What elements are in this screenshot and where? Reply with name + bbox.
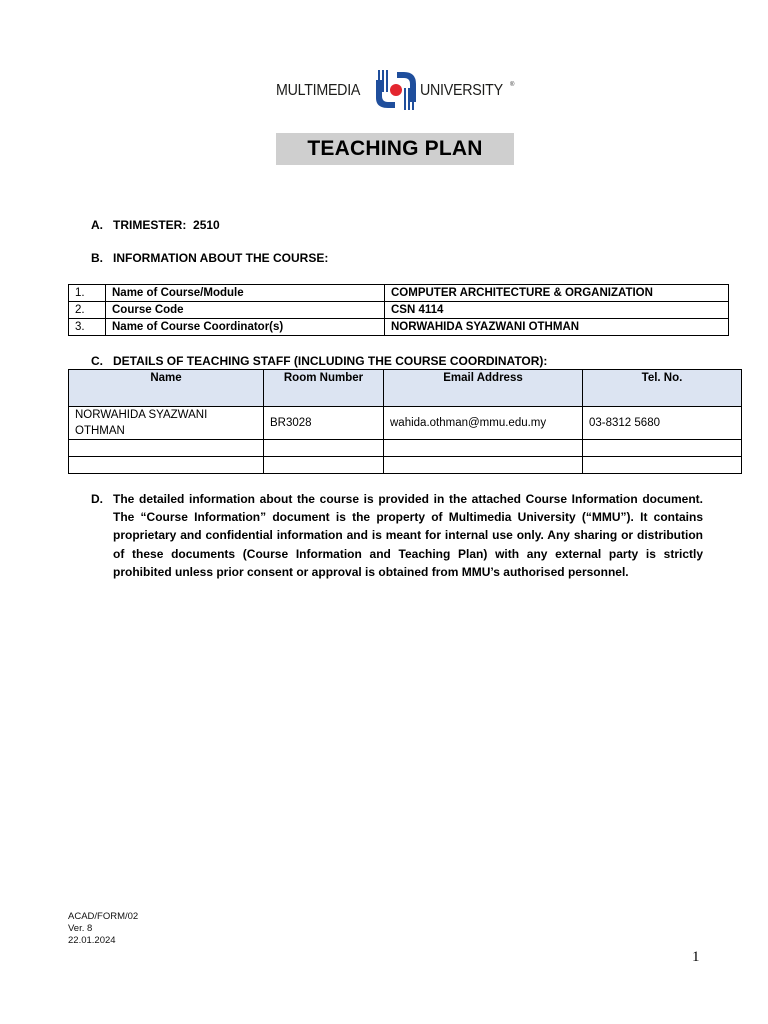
staff-tel: [583, 457, 742, 474]
page-title-box: [276, 133, 514, 165]
section-c-letter: C.: [91, 354, 103, 368]
staff-room: [264, 457, 384, 474]
form-version: Ver. 8: [68, 923, 93, 934]
table-row: [69, 407, 742, 440]
page-title: TEACHING PLAN: [307, 137, 483, 160]
table-row: [69, 440, 742, 457]
form-date: 22.01.2024: [68, 935, 116, 946]
staff-room: BR3028: [264, 407, 384, 440]
row-value: COMPUTER ARCHITECTURE & ORGANIZATION: [385, 285, 729, 302]
logo-left-word: MULTIMEDIA: [276, 82, 361, 99]
staff-email: wahida.othman@mmu.edu.my: [384, 407, 583, 440]
row-label: Course Code: [106, 302, 385, 319]
table-header-row: [69, 370, 742, 407]
header-name: Name: [69, 370, 264, 407]
staff-tel: [583, 440, 742, 457]
confidentiality-notice: The detailed information about the course is provided in the attached Course Information document. The “Course Information” document is the property of Multimedia University (“MMU”). It contains proprietary and confidential information and is meant for internal use only. Any sharing or distribution of these documents (Course Information and Teaching Plan) with any external party is strictly prohibited unless prior consent or approval is obtained from MMU’s authorised personnel.: [113, 492, 703, 579]
table-row: [69, 302, 729, 319]
header-room: Room Number: [264, 370, 384, 407]
teaching-staff-table: [68, 369, 742, 474]
staff-tel: 03-8312 5680: [583, 407, 742, 440]
logo-emblem-icon: [373, 68, 419, 112]
staff-name: [69, 457, 264, 474]
section-b-letter: B.: [91, 251, 103, 265]
section-d-letter: D.: [91, 492, 103, 506]
row-number: 3.: [69, 319, 106, 336]
row-label: Name of Course/Module: [106, 285, 385, 302]
section-a: [91, 218, 220, 232]
row-number: 2.: [69, 302, 106, 319]
trimester-value: 2510: [193, 218, 220, 232]
university-logo: [276, 68, 516, 112]
section-c-label: DETAILS OF TEACHING STAFF (INCLUDING THE COURSE COORDINATOR):: [113, 354, 548, 368]
header-tel: Tel. No.: [583, 370, 742, 407]
logo-registered-mark: ®: [510, 82, 515, 88]
staff-room: [264, 440, 384, 457]
section-b: [91, 251, 328, 265]
staff-name: [69, 440, 264, 457]
section-a-letter: A.: [91, 218, 103, 232]
form-code: ACAD/FORM/02: [68, 911, 139, 922]
staff-email: [384, 440, 583, 457]
section-a-label: TRIMESTER:: [113, 218, 187, 232]
table-row: [69, 285, 729, 302]
section-d: [91, 490, 703, 579]
row-value: NORWAHIDA SYAZWANI OTHMAN: [385, 319, 729, 336]
section-c: [91, 354, 547, 368]
row-value: CSN 4114: [385, 302, 729, 319]
course-info-table: [68, 284, 729, 336]
staff-email: [384, 457, 583, 474]
logo-right-word: UNIVERSITY: [420, 82, 503, 99]
page-number: 1: [692, 949, 700, 965]
section-b-label: INFORMATION ABOUT THE COURSE:: [113, 251, 329, 265]
staff-name: NORWAHIDA SYAZWANI OTHMAN: [69, 407, 264, 440]
table-row: [69, 457, 742, 474]
table-row: [69, 319, 729, 336]
row-number: 1.: [69, 285, 106, 302]
form-footer: [68, 911, 138, 947]
header-email: Email Address: [384, 370, 583, 407]
row-label: Name of Course Coordinator(s): [106, 319, 385, 336]
